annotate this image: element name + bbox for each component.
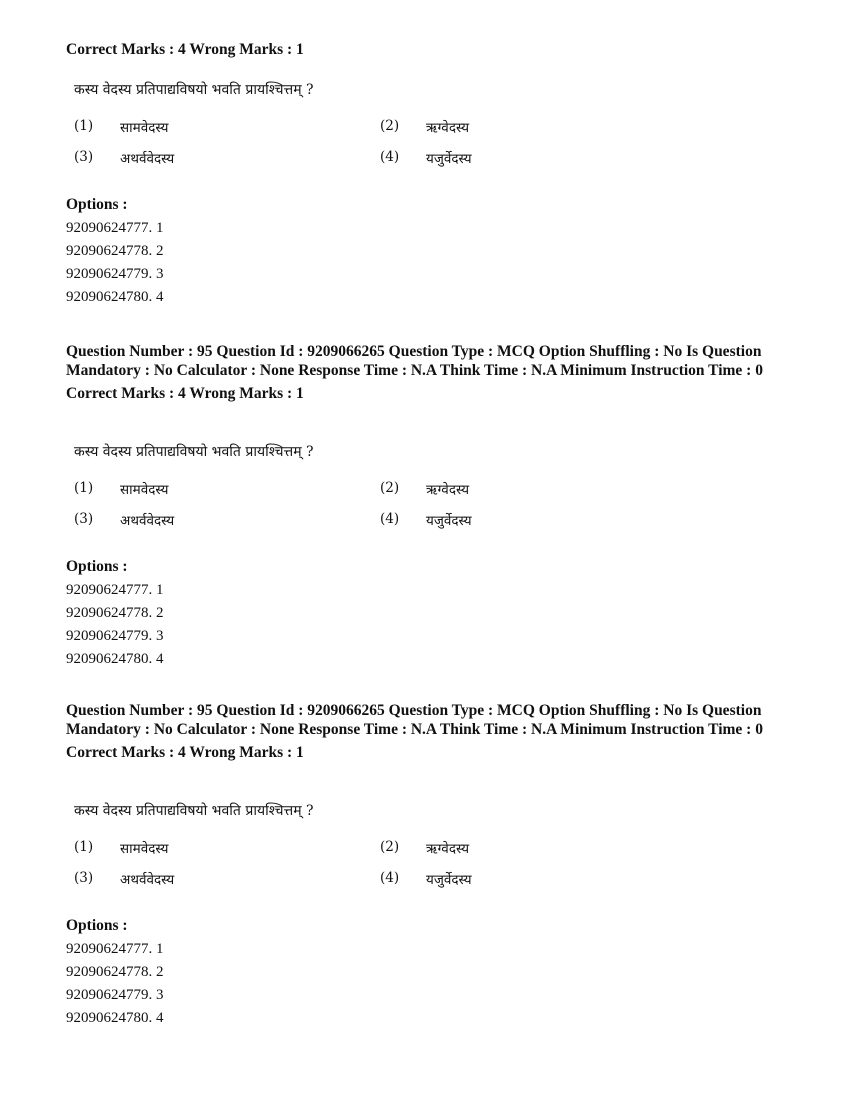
option-id-1: 92090624777. 1 (66, 220, 164, 236)
option-id-4: 92090624780. 4 (66, 651, 164, 667)
choice-text: अथर्ववेदस्य (120, 513, 175, 529)
option-id-3: 92090624779. 3 (66, 987, 164, 1003)
choice-number: (1) (74, 480, 94, 496)
choice-text: यजुर्वेदस्य (426, 872, 472, 888)
choice-text: अथर्ववेदस्य (120, 151, 175, 167)
choice-number: (1) (74, 118, 94, 134)
choice-number: (1) (74, 839, 94, 855)
option-id-3: 92090624779. 3 (66, 628, 164, 644)
choice-number: (2) (380, 480, 400, 496)
choice-text: ऋग्वेदस्य (426, 120, 470, 136)
marks-line: Correct Marks : 4 Wrong Marks : 1 (66, 41, 304, 58)
option-id-3: 92090624779. 3 (66, 266, 164, 282)
marks-line: Correct Marks : 4 Wrong Marks : 1 (66, 744, 304, 761)
choice-text: सामवेदस्य (120, 482, 169, 498)
marks-line: Correct Marks : 4 Wrong Marks : 1 (66, 385, 304, 402)
option-id-2: 92090624778. 2 (66, 605, 164, 621)
question-text: कस्य वेदस्य प्रतिपाद्यविषयो भवति प्रायश्चित्तम् ? (74, 803, 314, 819)
question-text: कस्य वेदस्य प्रतिपाद्यविषयो भवति प्रायश्चित्तम् ? (74, 82, 314, 98)
choice-number: (3) (74, 511, 94, 527)
choice-text: ऋग्वेदस्य (426, 841, 470, 857)
choice-text: यजुर्वेदस्य (426, 513, 472, 529)
option-id-1: 92090624777. 1 (66, 941, 164, 957)
choice-number: (2) (380, 839, 400, 855)
choice-text: सामवेदस्य (120, 841, 169, 857)
question-header: Question Number : 95 Question Id : 9209066265 Question Type : MCQ Option Shuffling : No Is Question Mandatory : No Calculator : None Response Time : N.A Think Time : N.A Minimum Instruction Time : 0 (66, 343, 763, 379)
option-id-2: 92090624778. 2 (66, 964, 164, 980)
question-block-2 (66, 342, 786, 672)
question-block-3 (66, 701, 786, 1031)
choice-number: (3) (74, 149, 94, 165)
choice-number: (2) (380, 118, 400, 134)
question-block-1 (66, 40, 786, 310)
option-id-1: 92090624777. 1 (66, 582, 164, 598)
choice-text: ऋग्वेदस्य (426, 482, 470, 498)
option-id-4: 92090624780. 4 (66, 1010, 164, 1026)
choice-number: (4) (380, 149, 400, 165)
choice-number: (3) (74, 870, 94, 886)
choice-number: (4) (380, 870, 400, 886)
question-header: Question Number : 95 Question Id : 9209066265 Question Type : MCQ Option Shuffling : No Is Question Mandatory : No Calculator : None Response Time : N.A Think Time : N.A Minimum Instruction Time : 0 (66, 702, 763, 738)
choice-text: सामवेदस्य (120, 120, 169, 136)
option-id-2: 92090624778. 2 (66, 243, 164, 259)
options-label: Options : (66, 558, 128, 575)
options-label: Options : (66, 917, 128, 934)
choice-number: (4) (380, 511, 400, 527)
option-id-4: 92090624780. 4 (66, 289, 164, 305)
options-label: Options : (66, 196, 128, 213)
choice-text: यजुर्वेदस्य (426, 151, 472, 167)
choice-text: अथर्ववेदस्य (120, 872, 175, 888)
question-text: कस्य वेदस्य प्रतिपाद्यविषयो भवति प्रायश्चित्तम् ? (74, 444, 314, 460)
